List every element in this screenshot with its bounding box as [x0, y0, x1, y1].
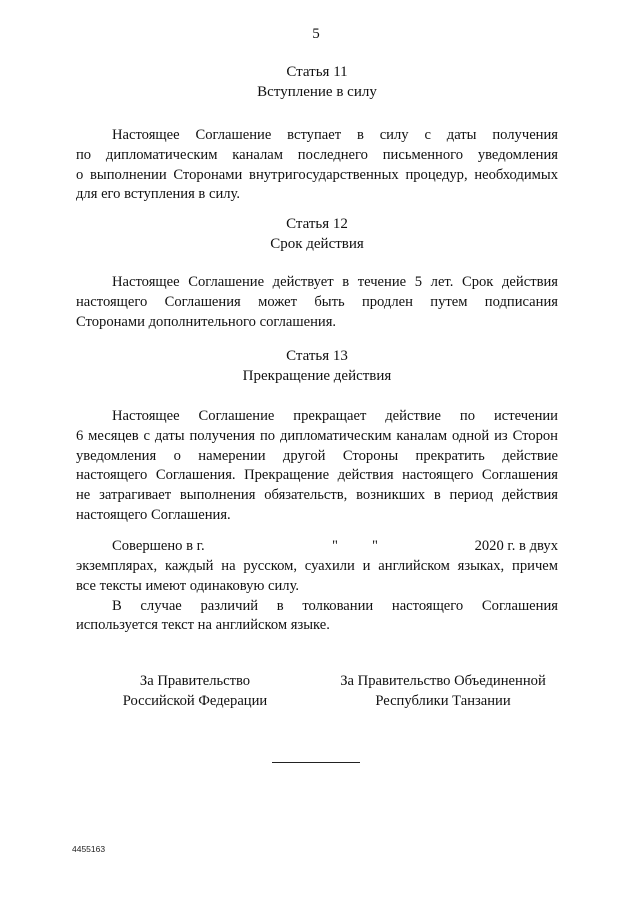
article-heading	[76, 62, 558, 102]
signature-line: За Правительство	[139, 673, 251, 689]
paragraph-line: В случае различий в толковании настоящего Соглашения	[112, 597, 558, 614]
article-11	[76, 62, 558, 205]
article-paragraph	[76, 407, 558, 526]
paragraph-line: уведомления о намерении другой Стороны прекратить действие	[76, 447, 558, 464]
signature-line: За Правительство Объединенной	[340, 673, 546, 689]
document-code: 4455163	[72, 844, 106, 854]
signature-line: Республики Танзании	[375, 693, 511, 709]
paragraph-line: по дипломатическим каналам последнего письменного уведомления	[76, 146, 558, 163]
article-heading	[76, 214, 558, 254]
concluded-city-label: Совершено в г.	[112, 538, 205, 554]
date-quote-open: "	[332, 538, 338, 554]
concluding-clause	[76, 537, 558, 636]
article-number: Статья 12	[286, 216, 348, 232]
paragraph-line: настоящего Соглашения может быть продлен путем подписания	[76, 293, 558, 310]
article-title: Прекращение действия	[242, 368, 392, 384]
paragraph-line: 6 месяцев с даты получения по дипломатическим каналам одной из Сторон	[76, 427, 558, 444]
article-13	[76, 346, 558, 526]
paragraph-line: настоящего Соглашения.	[76, 506, 231, 523]
page-number: 5	[312, 26, 320, 42]
paragraph-line: Настоящее Соглашение вступает в силу с даты получения	[112, 127, 558, 143]
article-paragraph	[76, 126, 558, 205]
article-number: Статья 13	[286, 348, 348, 364]
article-12	[76, 214, 558, 332]
article-paragraph	[76, 273, 558, 332]
article-number: Статья 11	[286, 64, 348, 80]
paragraph-line: Сторонами дополнительного соглашения.	[76, 313, 337, 330]
article-title: Вступление в силу	[257, 84, 377, 100]
paragraph-line: не затрагивает выполнения обязательств, возникших в период действия	[76, 487, 558, 504]
date-quote-close: "	[372, 538, 378, 554]
signature-line: Российской Федерации	[122, 693, 268, 709]
paragraph-line: Настоящее Соглашение прекращает действие по истечении	[112, 408, 558, 424]
article-heading	[76, 346, 558, 386]
closing-divider	[272, 762, 360, 763]
concluded-year-text: 2020 г. в двух	[474, 538, 558, 554]
paragraph-line: Настоящее Соглашение действует в течение 5 лет. Срок действия	[112, 274, 558, 290]
paragraph-line: экземплярах, каждый на русском, суахили и английском языках, причем	[76, 558, 558, 574]
paragraph-line: все тексты имеют одинаковую силу.	[76, 577, 300, 594]
paragraph-line: о выполнении Сторонами внутригосударственных процедур, необходимых	[76, 166, 558, 183]
article-title: Срок действия	[270, 236, 364, 252]
paragraph-line: используется текст на английском языке.	[76, 617, 330, 634]
concluded-place-date-line	[76, 537, 558, 557]
paragraph-line: настоящего Соглашения. Прекращение действия настоящего Соглашения	[76, 467, 558, 484]
signature-tanzania	[330, 671, 556, 711]
signature-russia	[105, 671, 285, 711]
paragraph-line: для его вступления в силу.	[76, 186, 241, 203]
